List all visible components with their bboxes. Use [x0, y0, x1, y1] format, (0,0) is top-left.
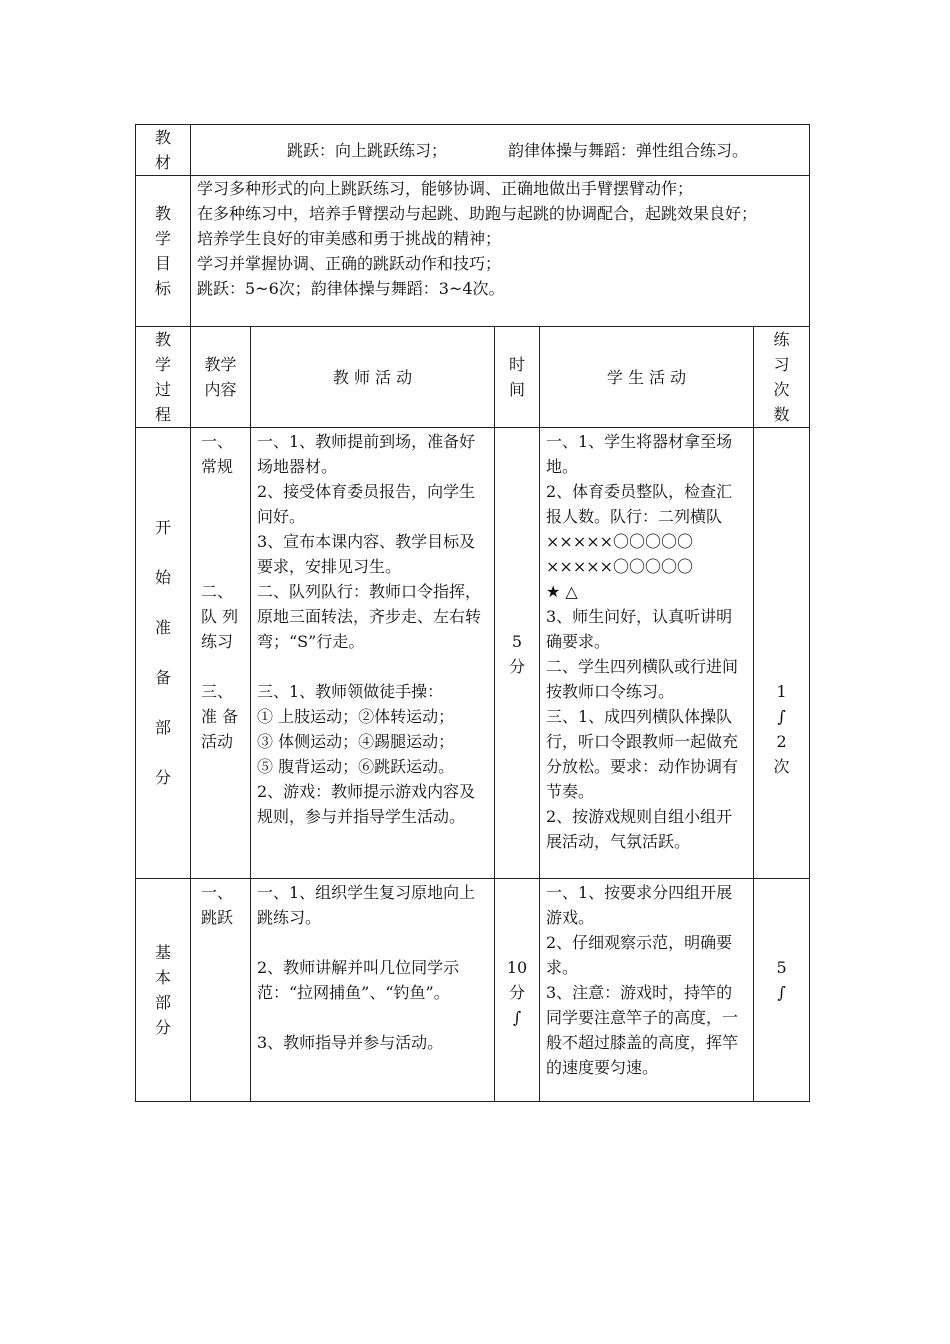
- student-header: 学 生 活 动: [540, 327, 754, 428]
- time-header: 时 间: [495, 327, 540, 428]
- warmup-student-cell: 一、1、学生将器材拿至场地。 2、体育委员整队，检查汇报人数。队行：二列横队 ×××××〇〇〇〇〇 ×××××〇〇〇〇〇 ★ △ 3、师生问好，认真听讲明确要求。 二、学生四列横队或行进间按教师口令练习。 三、1、成四列横队体操队行，听口令跟教师一起做充分放松。要求：动作协调有节奏。 2、按游戏规则自组小组开展活动，气氛活跃。: [540, 428, 754, 879]
- main-teacher-cell: 一、1、组织学生复习原地向上跳练习。 2、教师讲解并叫几位同学示范：“拉网捕鱼”、“钓鱼”。 3、教师指导并参与活动。: [251, 879, 495, 1102]
- warmup-section-row: [136, 428, 810, 879]
- main-time-cell: 10 分 ∫: [495, 879, 540, 1102]
- warmup-count-cell: 1 ∫ 2 次: [754, 428, 810, 879]
- count-header: 练 习 次 数: [754, 327, 810, 428]
- main-section-label: 基 本 部 分: [136, 879, 191, 1102]
- teacher-header: 教 师 活 动: [251, 327, 495, 428]
- goals-label: 教 学 目 标: [136, 176, 191, 327]
- main-student-cell: 一、1、按要求分四组开展游戏。 2、仔细观察示范，明确要求。 3、注意：游戏时，持竿的同学要注意竿子的高度，一般不超过膝盖的高度，挥竿的速度要匀速。: [540, 879, 754, 1102]
- warmup-time-cell: 5 分: [495, 428, 540, 879]
- warmup-content-cell: 一、 常规 二、 队 列 练习 三、 准 备 活动: [191, 428, 251, 879]
- header-row: [136, 327, 810, 428]
- goals-cell: [191, 176, 810, 327]
- goals-row: [136, 176, 810, 327]
- lesson-plan-table: [135, 124, 810, 1102]
- material-label: 教 材: [136, 125, 191, 176]
- content-header: 教学 内容: [191, 327, 251, 428]
- material-row: [136, 125, 810, 176]
- main-content-cell: 一、 跳跃: [191, 879, 251, 1102]
- process-header: 教 学 过 程: [136, 327, 191, 428]
- warmup-section-label: 开 始 准 备 部 分: [136, 428, 191, 879]
- warmup-teacher-cell: 一、1、教师提前到场，准备好场地器材。 2、接受体育委员报告，向学生问好。 3、宣布本课内容、教学目标及要求，安排见习生。 二、队列队行：教师口令指挥，原地三面转法，齐步走、左右转弯；“S”行走。 三、1、教师领做徒手操： ① 上肢运动；②体转运动； ③ 体侧运动；④踢腿运动； ⑤ 腹背运动；⑥跳跃运动。 2、游戏：教师提示游戏内容及规则，参与并指导学生活动。: [251, 428, 495, 879]
- material-text: 跳跃：向上跳跃练习； 韵律体操与舞蹈：弹性组合练习。: [287, 140, 749, 160]
- main-count-cell: 5 ∫: [754, 879, 810, 1102]
- material-cell: [191, 125, 810, 176]
- main-section-row: [136, 879, 810, 1102]
- goals-text: 学习多种形式的向上跳跃练习，能够协调、正确地做出手臂摆臂动作； 在多种练习中，培养手臂摆动与起跳、助跑与起跳的协调配合，起跳效果良好； 培养学生良好的审美感和勇于挑战的精神； 学习并掌握协调、正确的跳跃动作和技巧； 跳跃：5~6次；韵律体操与舞蹈：3~4次。: [197, 179, 758, 298]
